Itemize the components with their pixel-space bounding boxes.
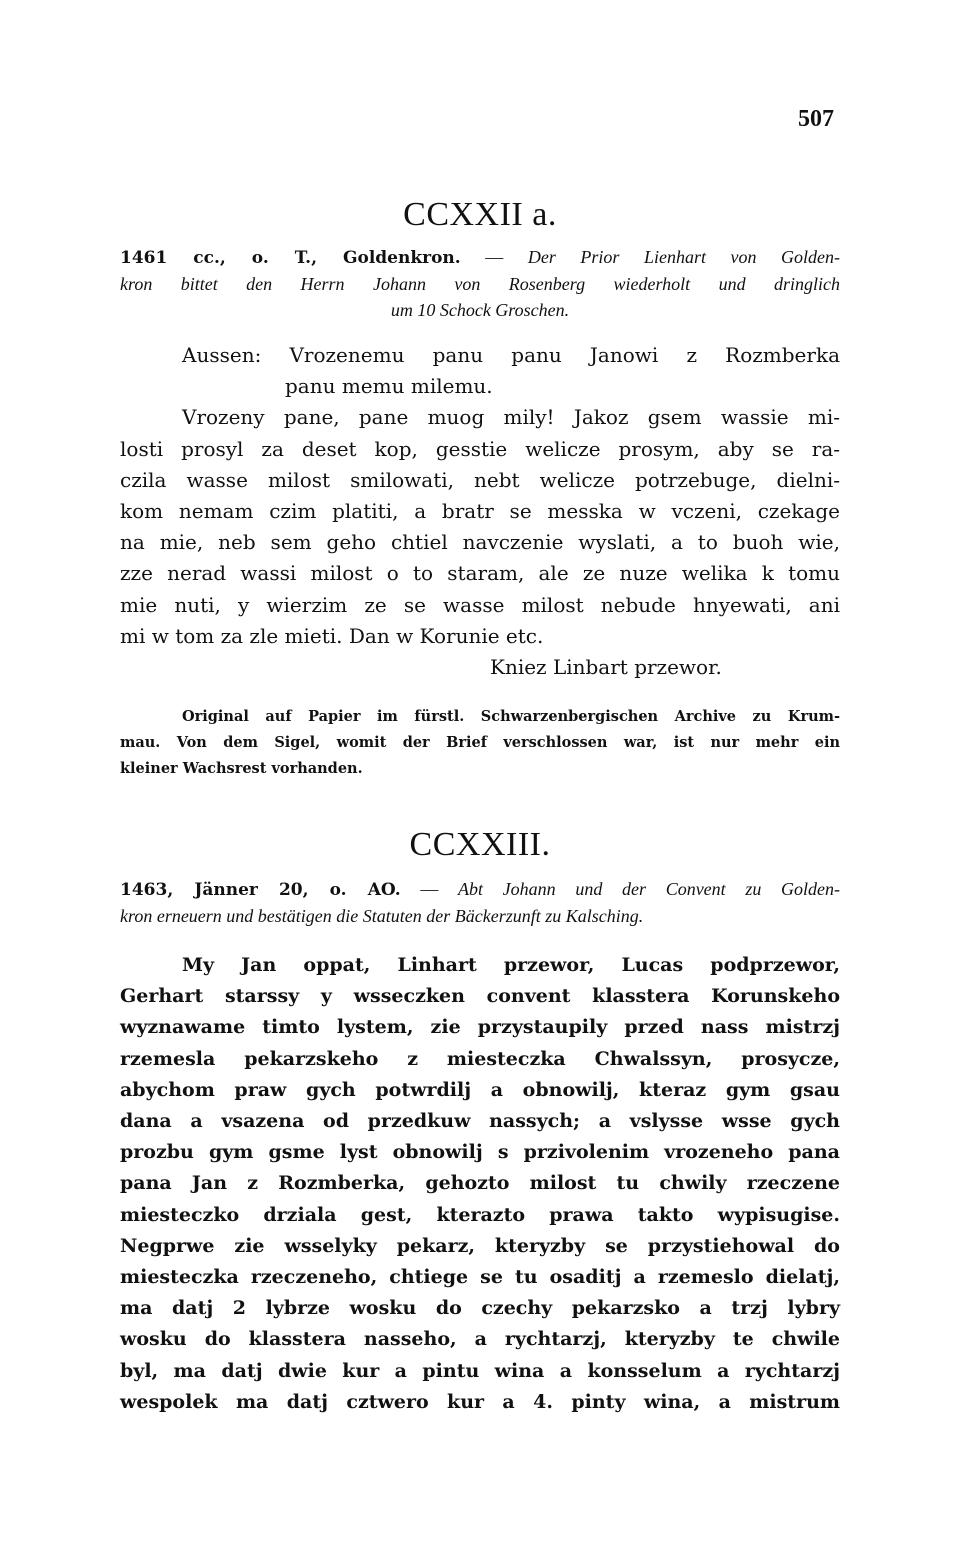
- section1-body: [120, 340, 840, 683]
- text-line: na mie, neb sem geho chtiel navczenie wyslati, a to buoh wie,: [120, 530, 840, 555]
- text-line: mi w tom za zle mieti. Dan w Korunie etc.: [120, 623, 544, 648]
- text-line: ma datj 2 lybrze wosku do czechy pekarzsko a trzj lybry: [120, 1297, 840, 1320]
- text-line: Negprwe zie wsselyky pekarz, kteryzby se przystiehowal do: [120, 1234, 840, 1257]
- text-line: kom nemam czim platiti, a bratr se messka w vczeni, czekage: [120, 499, 840, 524]
- section2-heading: [120, 876, 840, 929]
- text-line: panu memu milemu.: [285, 374, 493, 399]
- summary-line: kron bittet den Herrn Johann von Rosenberg wiederholt und dringlich: [120, 274, 840, 294]
- text-line: zze nerad wassi milost o to staram, ale ze nuze welika k tomu: [120, 561, 840, 586]
- summary-line: Abt Johann und der Convent zu Golden-: [458, 879, 841, 899]
- text-line: rzemesla pekarzskeho z miesteczka Chwalssyn, prosycze,: [120, 1047, 840, 1070]
- text-line: czila wasse milost smilowati, nebt welicze potrzebuge, dielni-: [120, 467, 840, 492]
- dash: —: [420, 879, 439, 899]
- text-line: mie nuti, y wierzim ze se wasse milost nebude hnyewati, ani: [120, 592, 840, 617]
- note-line: kleiner Wachsrest vorhanden.: [120, 760, 363, 777]
- summary-line: um 10 Schock Groschen.: [390, 300, 570, 320]
- section2-body: [120, 950, 840, 1418]
- section1-heading: [120, 244, 840, 323]
- text-line: wosku do klasstera nasseho, a rychtarzj, kteryzby te chwile: [120, 1328, 840, 1351]
- text-line: Aussen: Vrozenemu panu panu Janowi z Rozmberka: [182, 343, 840, 367]
- page-number: 507: [798, 106, 834, 132]
- text-line: My Jan oppat, Linhart przewor, Lucas podprzewor,: [182, 954, 840, 976]
- heading-line: [120, 244, 840, 271]
- text-line: Vrozeny pane, pane muog mily! Jakoz gsem wassie mi-: [182, 405, 840, 430]
- text-line: byl, ma datj dwie kur a pintu wina a konsselum a rychtarzj: [120, 1359, 840, 1382]
- text-line: wespolek ma datj cztwero kur a 4. pinty wina, a mistrum: [120, 1390, 840, 1413]
- text-line: Gerhart starssy y wsseczken convent klasstera Korunskeho: [120, 985, 840, 1008]
- text-line: prozbu gym gsme lyst obnowilj s przivolenim vrozeneho pana: [120, 1141, 840, 1164]
- note-line: Original auf Papier im fürstl. Schwarzenbergischen Archive zu Krum-: [182, 708, 840, 725]
- summary-line: kron erneuern und bestätigen die Statuten der Bäckerzunft zu Kalsching.: [120, 906, 644, 926]
- dash: —: [485, 247, 504, 267]
- text-line: miesteczko drziala gest, kterazto prawa takto wypisugise.: [120, 1203, 840, 1226]
- text-line: abychom praw gych potwrdilj a obnowilj, kteraz gym gsau: [120, 1078, 840, 1101]
- text-line: dana a vsazena od przedkuw nassych; a vslysse wsse gych: [120, 1110, 840, 1133]
- heading-line: [120, 876, 840, 903]
- note-line: mau. Von dem Sigel, womit der Brief verschlossen war, ist nur mehr ein: [120, 734, 840, 751]
- section-title-ccxxii-a: CCXXII a.: [403, 196, 557, 233]
- archive-note: [120, 704, 840, 782]
- signature: Kniez Linbart przewor.: [490, 655, 722, 680]
- section-title-ccxxiii: CCXXIII.: [409, 826, 551, 863]
- document-date: 1461 cc., o. T., Goldenkron.: [120, 248, 461, 268]
- document-date: 1463, Jänner 20, o. AO.: [120, 880, 401, 900]
- text-line: wyznawame timto lystem, zie przystaupily przed nass mistrzj: [120, 1016, 840, 1039]
- text-line: pana Jan z Rozmberka, gehozto milost tu chwily rzeczene: [120, 1172, 840, 1195]
- text-line: losti prosyl za deset kop, gesstie welicze prosym, aby se ra-: [120, 436, 840, 461]
- text-line: miesteczka rzeczeneho, chtiege se tu osaditj a rzemeslo dielatj,: [120, 1266, 840, 1289]
- summary-line: Der Prior Lienhart von Golden-: [527, 247, 841, 267]
